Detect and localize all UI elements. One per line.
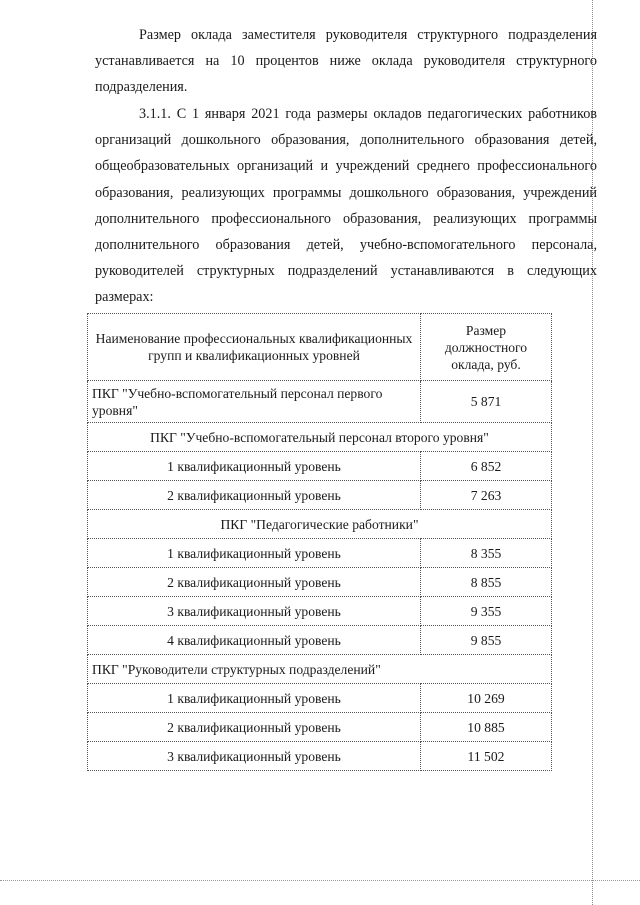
table-row: [88, 539, 552, 568]
value-cell: 7 263: [421, 481, 552, 510]
level-cell: 3 квалификационный уровень: [88, 742, 421, 771]
level-cell: 2 квалификационный уровень: [88, 481, 421, 510]
group3-title-cell: ПКГ "Педагогические работники": [88, 510, 552, 539]
level-cell: 1 квалификационный уровень: [88, 684, 421, 713]
group1-value-cell: 5 871: [421, 381, 552, 423]
table-row: [88, 626, 552, 655]
table-row: [88, 568, 552, 597]
value-cell: 8 355: [421, 539, 552, 568]
group4-title-cell: ПКГ "Руководители структурных подразделений": [88, 655, 552, 684]
value-cell: 11 502: [421, 742, 552, 771]
level-cell: 3 квалификационный уровень: [88, 597, 421, 626]
salary-table: [87, 313, 552, 771]
table-row: [88, 452, 552, 481]
table-row: [88, 742, 552, 771]
table-header-row: [88, 314, 552, 381]
level-cell: 2 квалификационный уровень: [88, 713, 421, 742]
group2-title-cell: ПКГ "Учебно-вспомогательный персонал второго уровня": [88, 423, 552, 452]
level-cell: 1 квалификационный уровень: [88, 539, 421, 568]
header-size-cell: Размер должностного оклада, руб.: [421, 314, 552, 381]
level-cell: 2 квалификационный уровень: [88, 568, 421, 597]
scan-bottom-line: [0, 880, 640, 881]
value-cell: 6 852: [421, 452, 552, 481]
paragraph-deputy-salary: Размер оклада заместителя руководителя структурного подразделения устанавливается на 10 процентов ниже оклада руководителя структурного подразделения.: [95, 27, 597, 96]
value-cell: 10 269: [421, 684, 552, 713]
table-row: [88, 381, 552, 423]
group1-name-cell: ПКГ "Учебно-вспомогательный персонал первого уровня": [88, 381, 421, 423]
group-title-row: [88, 423, 552, 452]
table-row: [88, 481, 552, 510]
value-cell: 9 355: [421, 597, 552, 626]
level-cell: 1 квалификационный уровень: [88, 452, 421, 481]
table-row: [88, 713, 552, 742]
table-row: [88, 597, 552, 626]
group-title-row: [88, 510, 552, 539]
level-cell: 4 квалификационный уровень: [88, 626, 421, 655]
value-cell: 8 855: [421, 568, 552, 597]
group-title-row: [88, 655, 552, 684]
value-cell: 9 855: [421, 626, 552, 655]
header-name-cell: Наименование профессиональных квалификационных групп и квалификационных уровней: [88, 314, 421, 381]
paragraph-3-1-1: 3.1.1. С 1 января 2021 года размеры окладов педагогических работников организаций дошкольного образования, дополнительного образования детей, общеобразовательных организаций и учреждений среднего профессионального образования, реализующих программы дошкольного образования, учреждений дополнительного профессионального образования, реализующих программы дополнительного образования детей, учебно-вспомогательного персонала, руководителей структурных подразделений устанавливаются в следующих размерах:: [95, 106, 597, 306]
value-cell: 10 885: [421, 713, 552, 742]
table-row: [88, 684, 552, 713]
